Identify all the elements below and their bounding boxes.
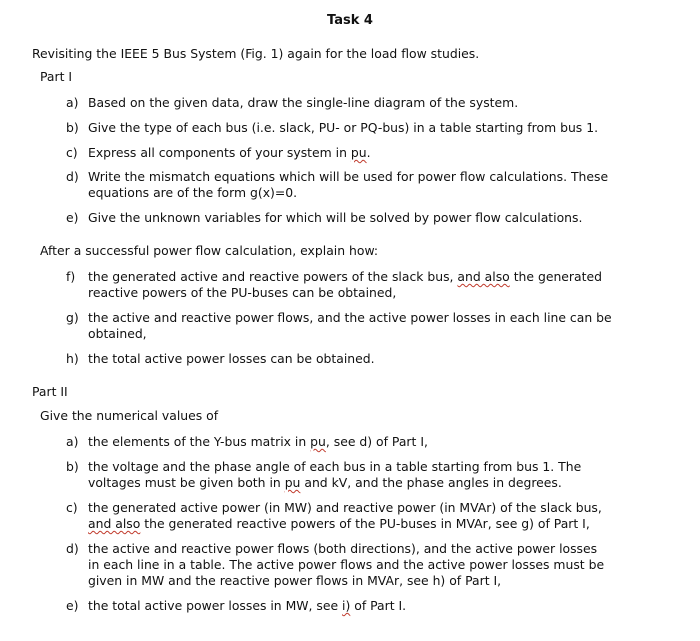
intro-text: Revisiting the IEEE 5 Bus System (Fig. 1) again for the load flow studies.	[32, 46, 480, 61]
item-label: a)	[66, 434, 79, 449]
list-item	[66, 459, 672, 491]
item-text	[88, 459, 672, 491]
list-item	[66, 145, 672, 161]
item-label: b)	[66, 459, 79, 474]
list-item	[66, 434, 672, 450]
item-text-part: the active and reactive power flows, and the active power losses in each line can be obtained,	[88, 310, 612, 341]
item-text	[88, 351, 672, 367]
item-text-part: the active and reactive power flows (both directions), and the active power losses in each line in a table. The active power flows and the active power losses must be given in MW and the reactive power flows in MVAr, see h) of Part I,	[88, 541, 605, 588]
item-text	[88, 434, 672, 450]
item-text-part: the total active power losses can be obtained.	[88, 351, 375, 366]
item-text-part: the generated active and reactive powers of the slack bus,	[88, 269, 458, 284]
item-text	[88, 145, 672, 161]
item-label: a)	[66, 95, 79, 110]
item-label: f)	[66, 269, 76, 284]
item-label: h)	[66, 351, 79, 366]
item-text	[88, 120, 672, 136]
item-text	[88, 169, 672, 201]
item-label: c)	[66, 145, 78, 160]
item-text	[88, 500, 672, 532]
list-item	[66, 269, 672, 301]
item-text	[88, 95, 672, 111]
item-text-part: of Part I.	[350, 598, 407, 613]
list-item	[66, 169, 672, 201]
spellcheck-marked-word: i)	[342, 598, 351, 613]
item-label: d)	[66, 169, 79, 184]
item-text-part: .	[366, 145, 371, 160]
item-text-part: the total active power losses in MW, see	[88, 598, 343, 613]
item-label: c)	[66, 500, 78, 515]
item-text	[88, 210, 672, 226]
item-text-part: , see d) of Part I,	[325, 434, 428, 449]
spellcheck-marked-word: and also	[457, 269, 510, 284]
part1-after-heading: After a successful power flow calculation, explain how:	[40, 243, 379, 258]
item-text-part: the generated active power (in MW) and reactive power (in MVAr) of the slack bus,	[88, 500, 602, 515]
list-item	[66, 541, 672, 589]
item-text-part: Based on the given data, draw the single-line diagram of the system.	[88, 95, 519, 110]
item-label: e)	[66, 598, 79, 613]
list-item	[66, 210, 672, 226]
item-text-part: Give the type of each bus (i.e. slack, PU- or PQ-bus) in a table starting from bus 1.	[88, 120, 599, 135]
item-text	[88, 541, 672, 589]
list-item	[66, 500, 672, 532]
item-label: e)	[66, 210, 79, 225]
item-text	[88, 269, 672, 301]
list-item	[66, 95, 672, 111]
page-title: Task 4	[327, 13, 373, 28]
item-text-part: the generated reactive powers of the PU-buses can be obtained,	[88, 269, 602, 300]
item-text	[88, 310, 672, 342]
spellcheck-marked-word: pu	[284, 475, 301, 490]
item-text-part: Write the mismatch equations which will be used for power flow calculations. These equations are of the form g(x)=0.	[88, 169, 609, 200]
item-text-part: Express all components of your system in	[88, 145, 351, 160]
item-label: g)	[66, 310, 79, 325]
item-text-part: and kV, and the phase angles in degrees.	[300, 475, 562, 490]
part2-heading: Part II	[32, 384, 68, 399]
item-label: b)	[66, 120, 79, 135]
list-item	[66, 120, 672, 136]
list-item	[66, 310, 672, 342]
part1-heading: Part I	[40, 69, 73, 84]
item-text	[88, 598, 672, 614]
item-label: d)	[66, 541, 79, 556]
list-item	[66, 598, 672, 614]
spellcheck-marked-word: pu	[350, 145, 367, 160]
part2-subheading: Give the numerical values of	[40, 408, 219, 423]
item-text-part: the elements of the Y-bus matrix in	[88, 434, 311, 449]
list-item	[66, 351, 672, 367]
item-text-part: the voltage and the phase angle of each bus in a table starting from bus 1. The voltages must be given both in	[88, 459, 582, 490]
spellcheck-marked-word: pu	[310, 434, 326, 449]
item-text-part: Give the unknown variables for which will be solved by power flow calculations.	[88, 210, 583, 225]
item-text-part: the generated reactive powers of the PU-buses in MVAr, see g) of Part I,	[140, 516, 590, 531]
spellcheck-marked-word: and also	[88, 516, 141, 531]
